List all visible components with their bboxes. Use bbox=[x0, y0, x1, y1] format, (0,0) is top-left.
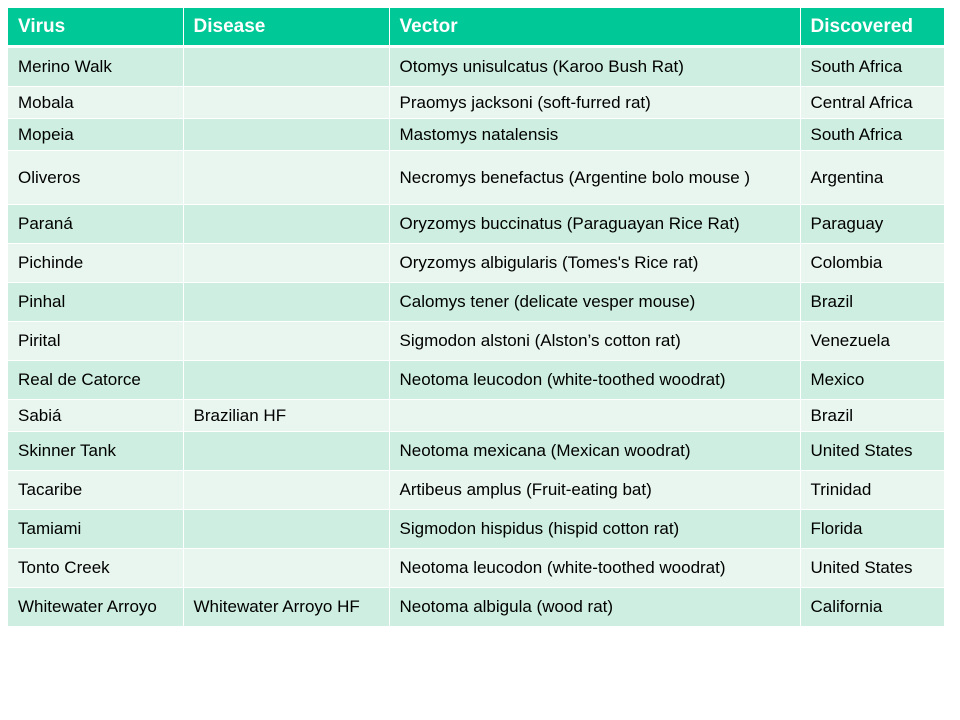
vector-cell: Oryzomys buccinatus (Paraguayan Rice Rat) bbox=[389, 205, 800, 244]
header-discovered: Discovered bbox=[800, 8, 944, 47]
table-row bbox=[8, 400, 944, 432]
discovered-cell: Central Africa bbox=[800, 87, 944, 119]
virus-cell: Tonto Creek bbox=[8, 549, 183, 588]
discovered-cell: South Africa bbox=[800, 119, 944, 151]
discovered-cell: Argentina bbox=[800, 151, 944, 205]
table-row bbox=[8, 244, 944, 283]
virus-cell: Sabiá bbox=[8, 400, 183, 432]
disease-cell bbox=[183, 510, 389, 549]
virus-cell: Oliveros bbox=[8, 151, 183, 205]
virus-cell: Whitewater Arroyo bbox=[8, 588, 183, 627]
vector-cell: Otomys unisulcatus (Karoo Bush Rat) bbox=[389, 47, 800, 87]
table-row bbox=[8, 283, 944, 322]
vector-cell: Neotoma albigula (wood rat) bbox=[389, 588, 800, 627]
vector-cell: Calomys tener (delicate vesper mouse) bbox=[389, 283, 800, 322]
vector-cell: Artibeus amplus (Fruit-eating bat) bbox=[389, 471, 800, 510]
table-row bbox=[8, 471, 944, 510]
header-vector: Vector bbox=[389, 8, 800, 47]
vector-cell: Sigmodon hispidus (hispid cotton rat) bbox=[389, 510, 800, 549]
disease-cell bbox=[183, 244, 389, 283]
disease-cell bbox=[183, 432, 389, 471]
vector-cell: Neotoma leucodon (white-toothed woodrat) bbox=[389, 361, 800, 400]
discovered-cell: Paraguay bbox=[800, 205, 944, 244]
disease-cell: Brazilian HF bbox=[183, 400, 389, 432]
virus-cell: Real de Catorce bbox=[8, 361, 183, 400]
discovered-cell: California bbox=[800, 588, 944, 627]
header-disease: Disease bbox=[183, 8, 389, 47]
vector-cell: Neotoma leucodon (white-toothed woodrat) bbox=[389, 549, 800, 588]
header-virus: Virus bbox=[8, 8, 183, 47]
disease-cell bbox=[183, 47, 389, 87]
disease-cell bbox=[183, 471, 389, 510]
table-row bbox=[8, 119, 944, 151]
table-row bbox=[8, 588, 944, 627]
virus-cell: Pirital bbox=[8, 322, 183, 361]
virus-cell: Tamiami bbox=[8, 510, 183, 549]
disease-cell bbox=[183, 322, 389, 361]
vector-cell: Sigmodon alstoni (Alston’s cotton rat) bbox=[389, 322, 800, 361]
virus-table bbox=[8, 8, 944, 627]
table-row bbox=[8, 549, 944, 588]
vector-cell: Neotoma mexicana (Mexican woodrat) bbox=[389, 432, 800, 471]
discovered-cell: Mexico bbox=[800, 361, 944, 400]
table-row bbox=[8, 47, 944, 87]
disease-cell bbox=[183, 549, 389, 588]
virus-cell: Tacaribe bbox=[8, 471, 183, 510]
disease-cell bbox=[183, 361, 389, 400]
virus-cell: Mopeia bbox=[8, 119, 183, 151]
discovered-cell: Trinidad bbox=[800, 471, 944, 510]
vector-cell: Necromys benefactus (Argentine bolo mouse ) bbox=[389, 151, 800, 205]
table-row bbox=[8, 205, 944, 244]
disease-cell bbox=[183, 205, 389, 244]
vector-cell: Mastomys natalensis bbox=[389, 119, 800, 151]
discovered-cell: Venezuela bbox=[800, 322, 944, 361]
discovered-cell: United States bbox=[800, 549, 944, 588]
vector-cell: Praomys jacksoni (soft-furred rat) bbox=[389, 87, 800, 119]
virus-cell: Pinhal bbox=[8, 283, 183, 322]
disease-cell bbox=[183, 87, 389, 119]
table-row bbox=[8, 361, 944, 400]
disease-cell bbox=[183, 283, 389, 322]
virus-cell: Paraná bbox=[8, 205, 183, 244]
disease-cell: Whitewater Arroyo HF bbox=[183, 588, 389, 627]
discovered-cell: United States bbox=[800, 432, 944, 471]
discovered-cell: Brazil bbox=[800, 283, 944, 322]
discovered-cell: South Africa bbox=[800, 47, 944, 87]
table-row bbox=[8, 87, 944, 119]
disease-cell bbox=[183, 119, 389, 151]
discovered-cell: Brazil bbox=[800, 400, 944, 432]
virus-cell: Mobala bbox=[8, 87, 183, 119]
table-row bbox=[8, 322, 944, 361]
vector-cell: Oryzomys albigularis (Tomes's Rice rat) bbox=[389, 244, 800, 283]
discovered-cell: Florida bbox=[800, 510, 944, 549]
table-row bbox=[8, 510, 944, 549]
discovered-cell: Colombia bbox=[800, 244, 944, 283]
table-header-row bbox=[8, 8, 944, 47]
table-row bbox=[8, 432, 944, 471]
disease-cell bbox=[183, 151, 389, 205]
vector-cell bbox=[389, 400, 800, 432]
virus-cell: Merino Walk bbox=[8, 47, 183, 87]
virus-cell: Pichinde bbox=[8, 244, 183, 283]
table-row bbox=[8, 151, 944, 205]
virus-cell: Skinner Tank bbox=[8, 432, 183, 471]
